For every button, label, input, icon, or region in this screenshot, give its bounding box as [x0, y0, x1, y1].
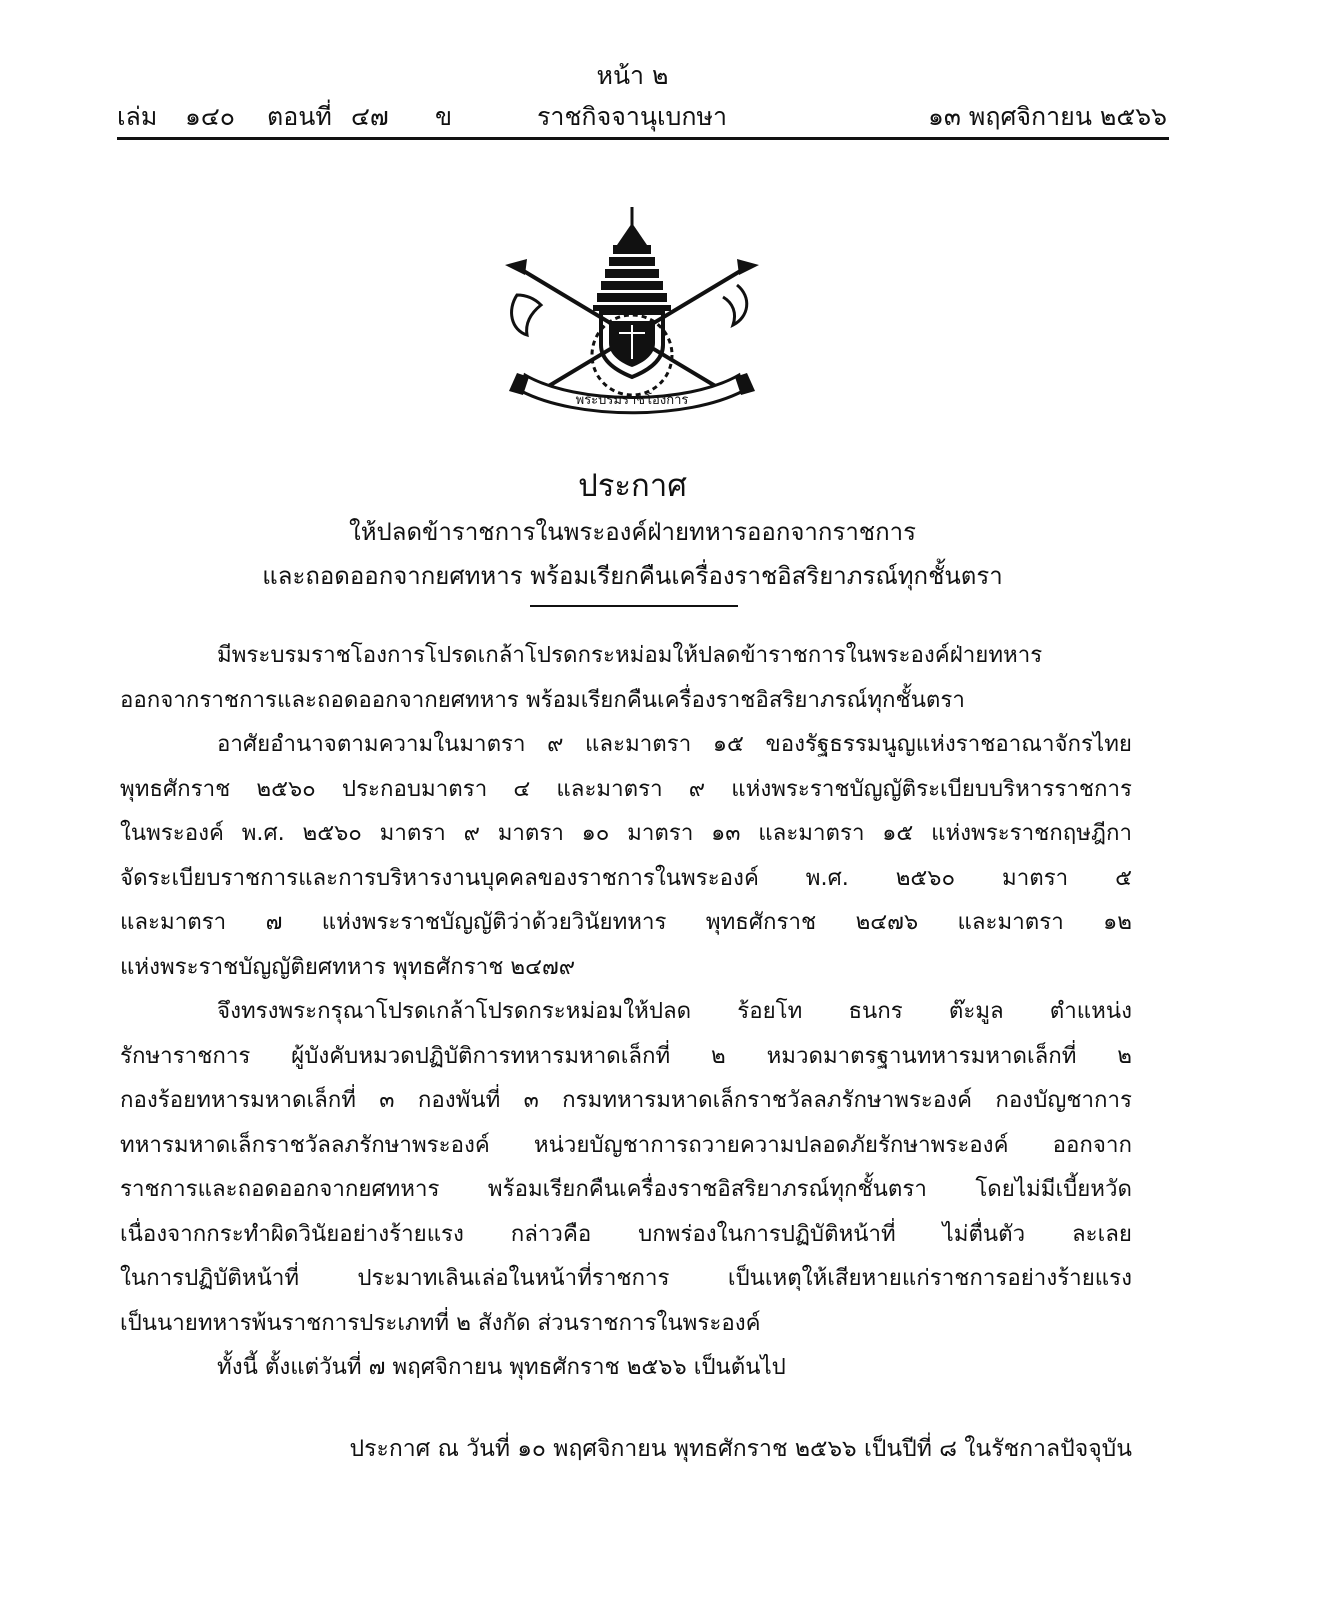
body-line: จัดระเบียบราชการและการบริหารงานบุคคลของราชการในพระองค์ พ.ศ. ๒๕๖๐ มาตรา ๕ [120, 864, 1132, 891]
header-date: ๑๓ พฤศจิกายน ๒๕๖๖ [927, 102, 1167, 131]
body-line: พุทธศักราช ๒๕๖๐ ประกอบมาตรา ๔ และมาตรา ๙ แห่งพระราชบัญญัติระเบียบบริหารราชการ [120, 775, 1132, 802]
announcement-subtitle-line-2: และถอดออกจากยศทหาร พร้อมเรียกคืนเครื่องราชอิสริยาภรณ์ทุกชั้นตรา [262, 562, 1003, 590]
body-line: ในพระองค์ พ.ศ. ๒๕๖๐ มาตรา ๙ มาตรา ๑๐ มาตรา ๑๓ และมาตรา ๑๕ แห่งพระราชกฤษฎีกา [120, 820, 1132, 846]
body-line: ในการปฏิบัติหน้าที่ ประมาทเลินเล่อในหน้าที่ราชการ เป็นเหตุให้เสียหายแก่ราชการอย่างร้ายแรง [120, 1265, 1132, 1291]
title-rule [530, 605, 738, 607]
body-line: ออกจากราชการและถอดออกจากยศทหาร พร้อมเรียกคืนเครื่องราชอิสริยาภรณ์ทุกชั้นตรา [120, 686, 965, 713]
volume-number: ๑๔๐ [185, 102, 236, 131]
body-line: ทหารมหาดเล็กราชวัลลภรักษาพระองค์ หน่วยบัญชาการถวายความปลอดภัยรักษาพระองค์ ออกจาก [120, 1131, 1132, 1158]
announcement-title: ประกาศ [578, 468, 687, 504]
body-line: จึงทรงพระกรุณาโปรดเกล้าโปรดกระหม่อมให้ปลด ร้อยโท ธนกร ต๊ะมูล ตำแหน่ง [217, 998, 1132, 1024]
header-rule [117, 137, 1169, 140]
body-line: กองร้อยทหารมหาดเล็กที่ ๓ กองพันที่ ๓ กรมทหารมหาดเล็กราชวัลลภรักษาพระองค์ กองบัญชาการ [120, 1087, 1132, 1113]
seal-ribbon-text: พระบรมราชโองการ [575, 393, 689, 408]
issue-label: ตอนที่ [267, 102, 332, 131]
section-letter: ข [435, 102, 453, 131]
volume-label: เล่ม [117, 102, 158, 131]
gazette-header [117, 97, 1167, 137]
body-line: เป็นนายทหารพ้นราชการประเภทที่ ๒ สังกัด ส่วนราชการในพระองค์ [120, 1309, 761, 1336]
page-number: หน้า ๒ [596, 61, 669, 90]
body-line: แห่งพระราชบัญญัติยศทหาร พุทธศักราช ๒๔๗๙ [120, 953, 576, 980]
body-line: และมาตรา ๗ แห่งพระราชบัญญัติว่าด้วยวินัยทหาร พุทธศักราช ๒๔๗๖ และมาตรา ๑๒ [120, 909, 1132, 935]
body-line: อาศัยอำนาจตามความในมาตรา ๙ และมาตรา ๑๕ ของรัฐธรรมนูญแห่งราชอาณาจักรไทย [217, 731, 1132, 757]
body-line: เนื่องจากกระทำผิดวินัยอย่างร้ายแรง กล่าวคือ บกพร่องในการปฏิบัติหน้าที่ ไม่ตื่นตัว ละเลย [120, 1220, 1132, 1247]
closing-statement: ประกาศ ณ วันที่ ๑๐ พฤศจิกายน พุทธศักราช ๒๕๖๖ เป็นปีที่ ๘ ในรัชกาลปัจจุบัน [349, 1436, 1132, 1462]
gazette-name: ราชกิจจานุเบกษา [537, 102, 728, 131]
body-line: ราชการและถอดออกจากยศทหาร พร้อมเรียกคืนเครื่องราชอิสริยาภรณ์ทุกชั้นตรา โดยไม่มีเบี้ยหวัด [120, 1176, 1132, 1202]
announcement-body [120, 633, 1132, 1390]
body-line: ทั้งนี้ ตั้งแต่วันที่ ๗ พฤศจิกายน พุทธศักราช ๒๕๖๖ เป็นต้นไป [217, 1354, 786, 1380]
royal-seal-emblem [497, 205, 767, 420]
body-line: มีพระบรมราชโองการโปรดเกล้าโปรดกระหม่อมให้ปลดข้าราชการในพระองค์ฝ่ายทหาร [217, 642, 1043, 668]
announcement-subtitle-line-1: ให้ปลดข้าราชการในพระองค์ฝ่ายทหารออกจากราชการ [348, 518, 916, 546]
issue-number: ๔๗ [351, 102, 389, 131]
body-line: รักษาราชการ ผู้บังคับหมวดปฏิบัติการทหารมหาดเล็กที่ ๒ หมวดมาตรฐานทหารมหาดเล็กที่ ๒ [120, 1042, 1132, 1069]
